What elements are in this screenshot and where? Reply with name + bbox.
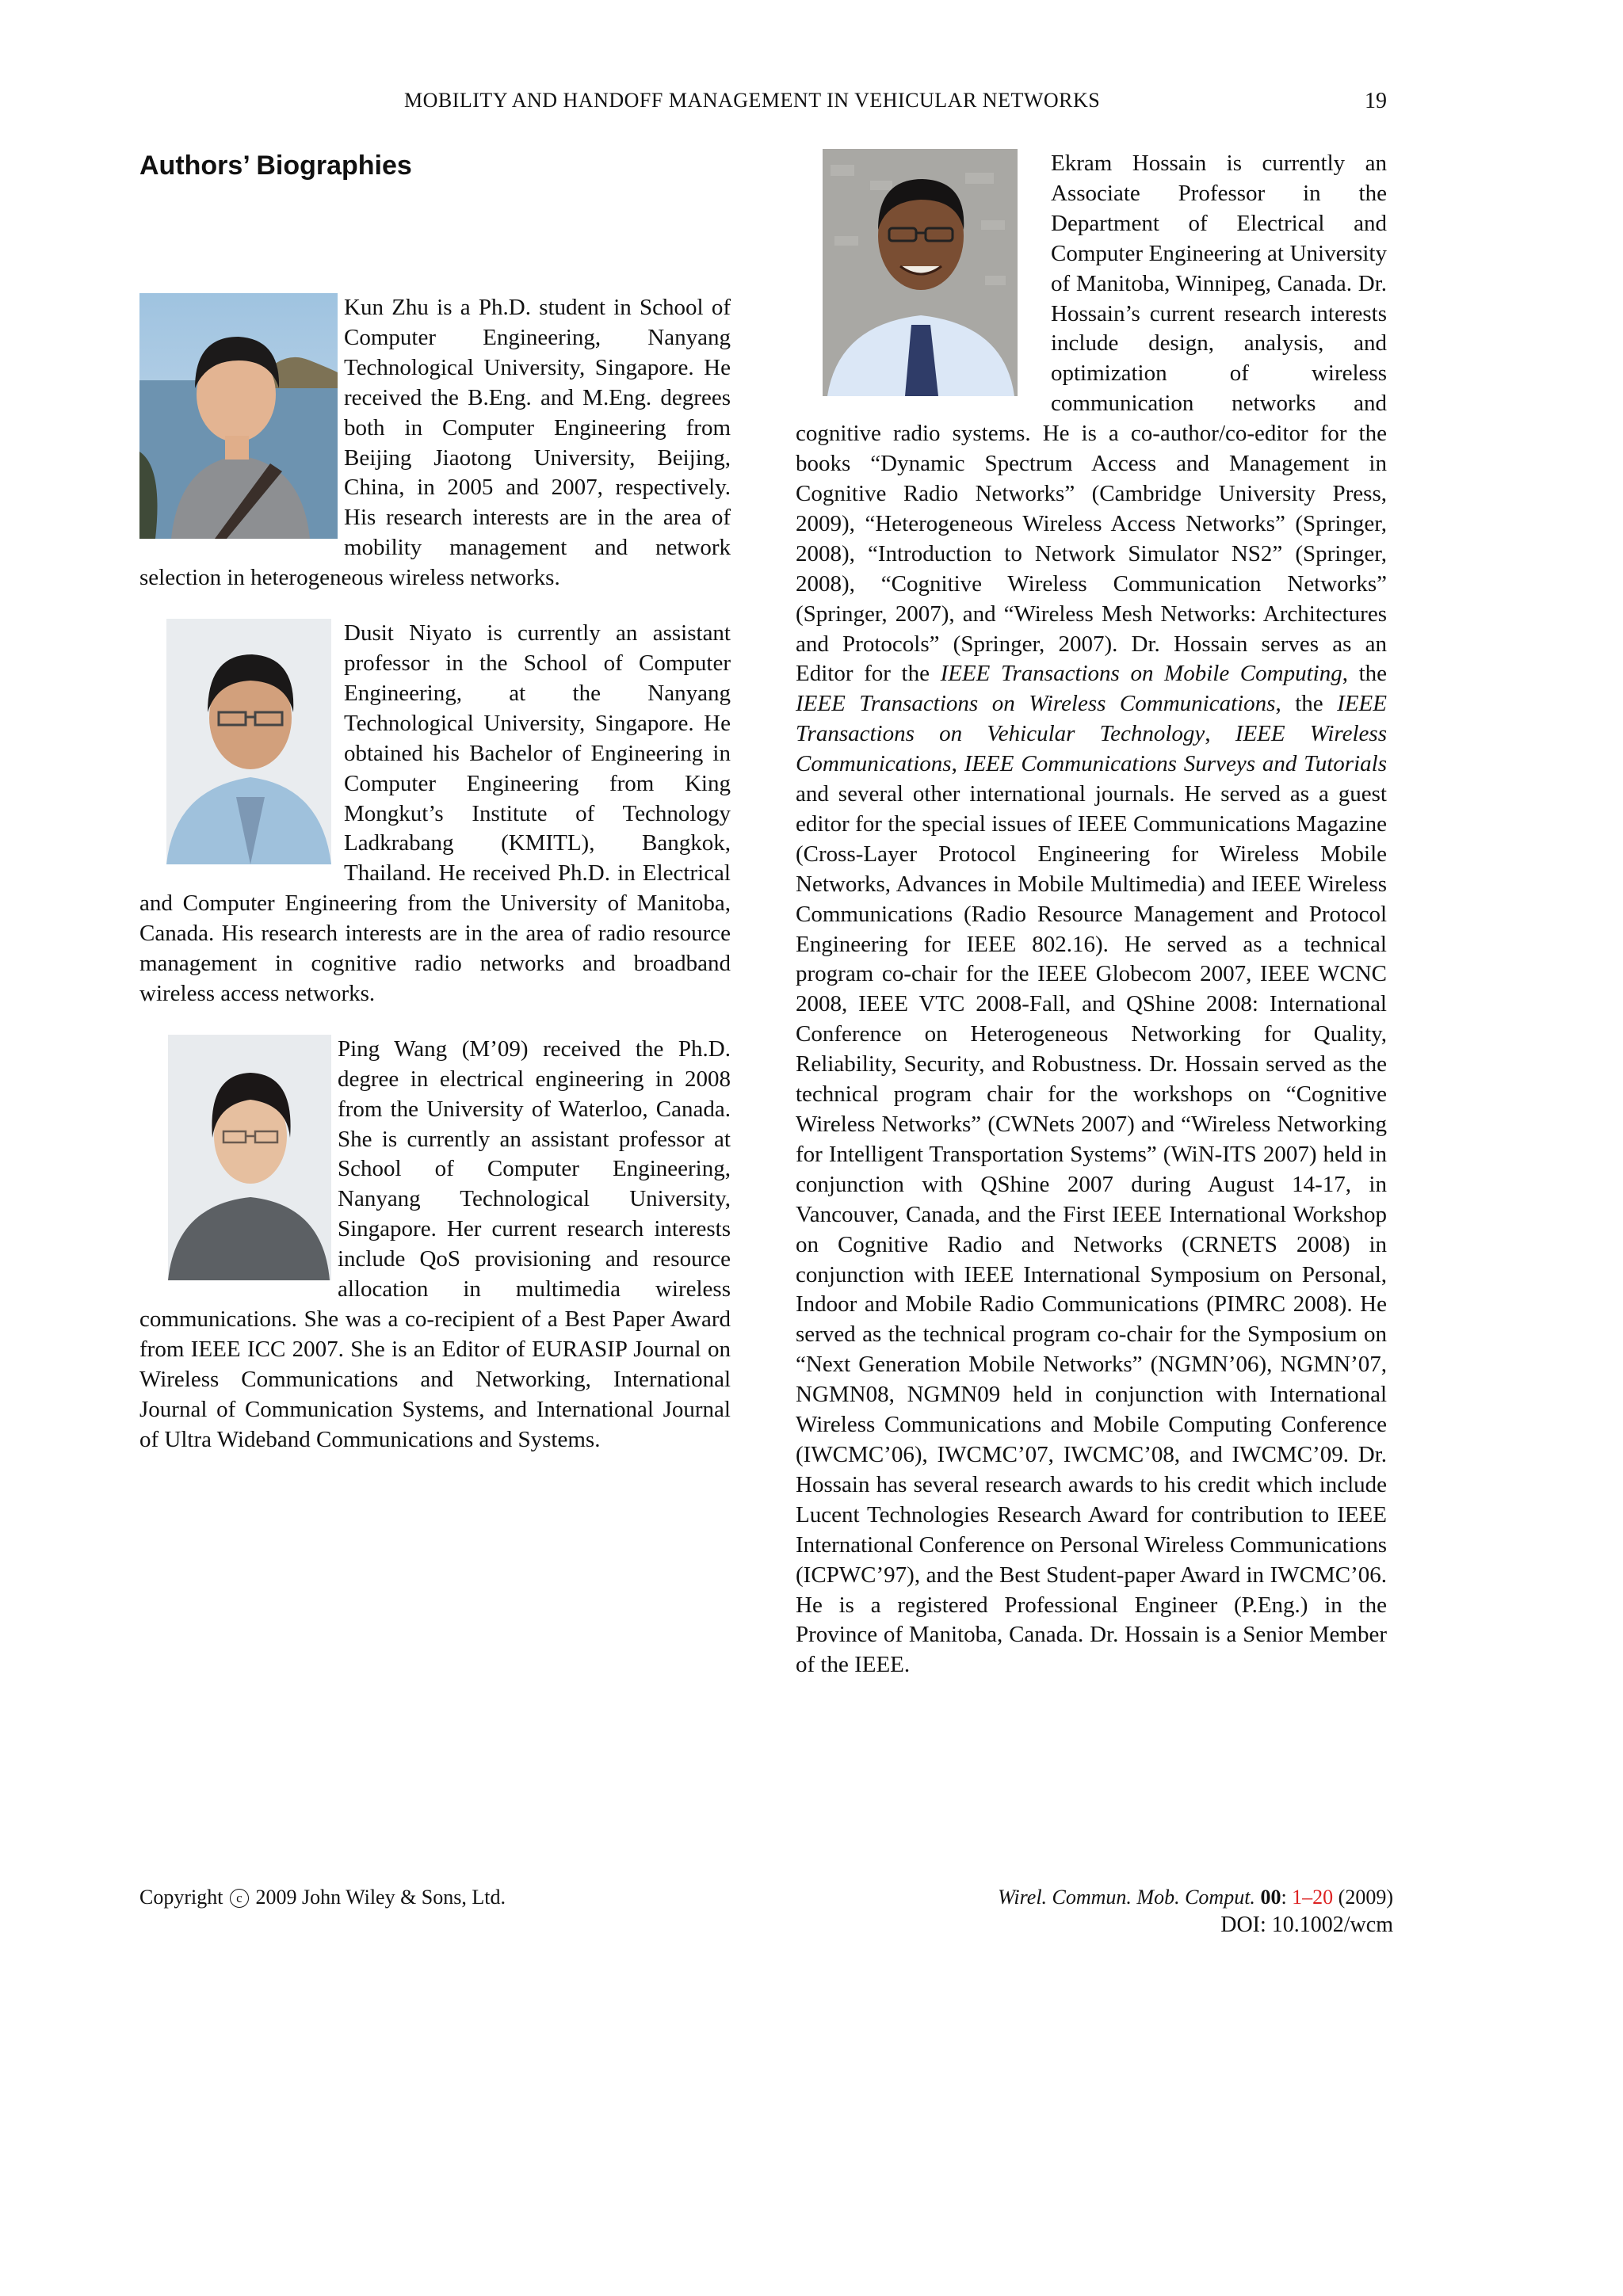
doi: DOI: 10.1002/wcm	[1220, 1913, 1393, 1937]
section-heading: Authors’ Biographies	[139, 151, 412, 181]
left-column	[139, 293, 731, 1455]
author-photo-kun-zhu	[139, 293, 338, 539]
bio-ekram-hossain: Ekram Hossain is currently an Associate Professor in the Department of Electrical and Computer Engineering at University of Manitoba, Winnipeg, Canada. Dr. Hossain’s current research interests include design, analysis, and optimization of wireless communication networks and cognitive radio systems. He is a co-author/co-editor for the books “Dynamic Spectrum Access and Management in Cognitive Radio Networks” (Cambridge University Press, 2009), “Heterogeneous Wireless Access Networks” (Springer, 2008), “Introduction to Network Simulator NS2” (Springer, 2008), “Cognitive Wireless Communication Networks” (Springer, 2007), and “Wireless Mesh Networks: Architectures and Protocols” (Springer, 2007). Dr. Hossain serves as an Editor for the IEEE Transactions on Mobile Computing, the IEEE Transactions on Wireless Communications, the IEEE Transactions on Vehicular Technology, IEEE Wireless Communications, IEEE Communications Surveys and Tutorials and several other international journals. He served as a guest editor for the special issues of IEEE Communications Magazine (Cross-Layer Protocol Engineering for Wireless Mobile Networks, Advances in Mobile Multimedia) and IEEE Wireless Communications (Radio Resource Management and Protocol Engineering for IEEE 802.16). He served as a technical program co-chair for the IEEE Globecom 2007, IEEE WCNC 2008, IEEE VTC 2008-Fall, and QShine 2008: International Conference on Heterogeneous Networking for Quality, Reliability, Security, and Robustness. Dr. Hossain served as the technical program chair for the workshops on “Cognitive Wireless Networks” (CWNets 2007) and “Wireless Networking for Intelligent Transportation Systems” (WiN-ITS 2007) held in conjunction with QShine 2007 during August 14-17, in Vancouver, Canada, and the First IEEE International Workshop on Cognitive Radio and Networks (CRNETS 2008) in conjunction with IEEE International Symposium on Personal, Indoor and Mobile Radio Communications (PIMRC 2008). He served as the technical program co-chair for the Symposium on “Next Generation Mobile Networks” (NGMN’06), NGMN’07, NGMN08, NGMN09 held in conjunction with International Wireless Communications and Mobile Computing Conference (IWCMC’06), IWCMC’07, IWCMC’08, and IWCMC’09. Dr. Hossain has several research awards to his credit which include Lucent Technologies Research Award for contribution to IEEE International Conference on Personal Wireless Communications (ICPWC’97), and the Best Student-paper Award in IWCMC’06. He is a registered Professional Engineer (P.Eng.) in the Province of Manitoba, Canada. Dr. Hossain is a Senior Member of the IEEE.	[796, 151, 1388, 1678]
bio-ping-wang: Ping Wang (M’09) received the Ph.D. degree in electrical engineering in 2008 from the University of Waterloo, Canada. She is currently an assistant professor at School of Computer Engineering, Nanyang Technological University, Singapore. Her current research interests include QoS provisioning and resource allocation in multimedia wireless communications. She was a co-recipient of a Best Paper Award from IEEE ICC 2007. She is an Editor of EURASIP Journal on Wireless Communications and Networking, International Journal of Communication Systems, and International Journal of Ultra Wideband Communications and Systems.	[139, 1035, 731, 1452]
bio-dusit-niyato: Dusit Niyato is currently an assistant professor in the School of Computer Engineering, at the Nanyang Technological University, Singapore. He obtained his Bachelor of Engineering in Computer Engineering from King Mongkut’s Institute of Technology Ladkrabang (KMITL), Bangkok, Thailand. He received Ph.D. in Electrical and Computer Engineering from the University of Manitoba, Canada. His research interests are in the area of radio resource management in cognitive radio networks and broadband wireless access networks.	[139, 620, 731, 1006]
running-head: MOBILITY AND HANDOFF MANAGEMENT IN VEHICULAR NETWORKS	[404, 89, 1101, 112]
copyright-icon: c	[230, 1889, 249, 1908]
page-link-start[interactable]: 1	[1292, 1886, 1303, 1909]
page-number: 19	[1365, 89, 1387, 113]
author-photo-ping-wang	[139, 1035, 331, 1280]
right-column	[796, 149, 1387, 1680]
page-link-end[interactable]: 20	[1312, 1886, 1334, 1909]
copyright-notice: Copyright c 2009 John Wiley & Sons, Ltd.	[139, 1886, 506, 1909]
journal-citation: Wirel. Commun. Mob. Comput. 00: 1–20 (2009)	[998, 1886, 1393, 1909]
bio-kun-zhu: Kun Zhu is a Ph.D. student in School of Computer Engineering, Nanyang Technological University, Singapore. He received the B.Eng. and M.Eng. degrees both in Computer Engineering from Beijing Jiaotong University, Beijing, China, in 2005 and 2007, respectively. His research interests are in the area of mobility management and network selection in heterogeneous wireless networks.	[139, 295, 731, 591]
author-photo-ekram-hossain	[823, 149, 1044, 396]
author-photo-dusit-niyato	[139, 619, 338, 864]
